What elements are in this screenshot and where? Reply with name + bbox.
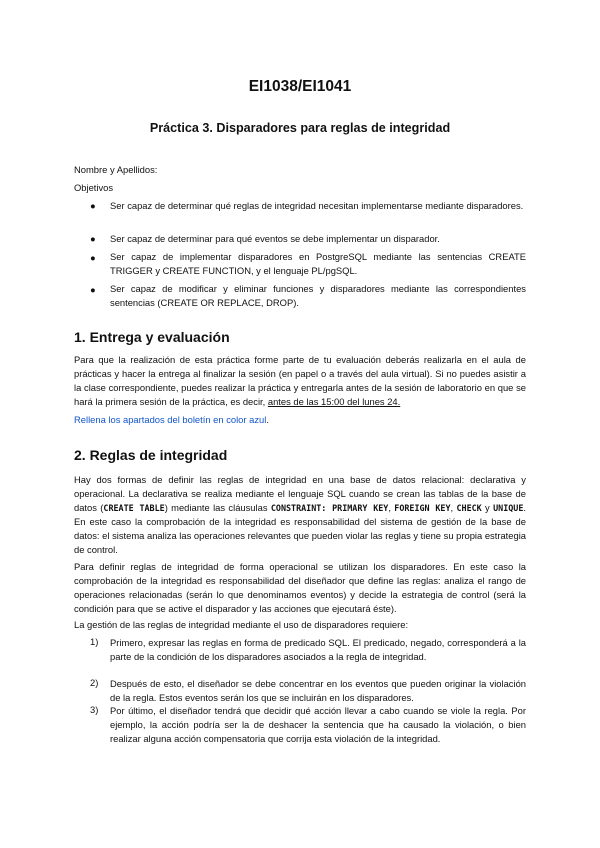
keyword-constraint: CONSTRAINT: PRIMARY KEY	[270, 503, 389, 513]
bullet-icon: ●	[90, 200, 96, 211]
keyword-create-table: CREATE TABLE	[103, 503, 165, 513]
bullet-icon: ●	[90, 233, 96, 244]
separator: ,	[388, 502, 395, 513]
separator: y	[481, 502, 494, 513]
paragraph-text: ) mediante las cláusulas	[164, 502, 271, 513]
step-item: Primero, expresar las reglas en forma de predicado SQL. El predicado, negado, corresponderá a la parte de la condición de los disparadores asociados a la regla de integridad.	[110, 637, 526, 662]
name-label: Nombre y Apellidos:	[74, 164, 158, 175]
separator: ,	[450, 502, 457, 513]
step-item: Después de esto, el diseñador se debe concentrar en los eventos que pueden originar la violación de la regla. Estos eventos serán los que se incluirán en los disparadores.	[110, 678, 526, 703]
bullet-icon: ●	[90, 284, 96, 295]
paragraph-entrega	[74, 353, 526, 409]
paragraph-text: Para que la realización de esta práctica forme parte de tu evaluación deberás realizarla en el aula de prácticas y hacer la entrega al finalizar la sesión (en papel o a través del aula virtual). Si no puedes asistir a la clase correspondiente, puedes realizar la práctica y entregarla antes de la sesión de laboratorio en que se hará la primera sesión de la práctica, es decir,	[74, 354, 526, 407]
paragraph-reglas-1	[74, 473, 526, 557]
paragraph-reglas-3: La gestión de las reglas de integridad mediante el uso de disparadores requiere:	[74, 619, 409, 630]
objective-item: Ser capaz de determinar qué reglas de integridad necesitan implementarse mediante disparadores.	[110, 200, 524, 211]
objective-item: Ser capaz de modificar y eliminar funciones y disparadores mediante las correspondientes sentencias (CREATE OR REPLACE, DROP).	[110, 283, 526, 308]
step-number: 2)	[90, 677, 99, 688]
paragraph-reglas-2: Para definir reglas de integridad de forma operacional se utilizan los disparadores. En este caso la comprobación de la integridad es responsabilidad del diseñador que define las reglas: analiza el rango de operaciones relacionadas (serán lo que denominamos eventos) y decide la estrategia de control (será la condición para que se active el disparador y las acciones que ejecutará éste).	[74, 561, 526, 614]
paragraph-text: Hay dos formas de definir las reglas de integridad en una base de datos relacional: declarativa y operacional. La declarativa se realiza mediante el lenguaje SQL cuando se crean las tablas de la base de datos (	[74, 474, 526, 513]
objective-item: Ser capaz de implementar disparadores en PostgreSQL mediante las sentencias CREATE TRIGGER y CREATE FUNCTION, y el lenguaje PL/pgSQL.	[110, 251, 526, 276]
objectives-label: Objetivos	[74, 182, 114, 193]
step-number: 1)	[90, 636, 99, 647]
step-item: Por último, el diseñador tendrá que decidir qué acción llevar a cabo cuando se viole la regla. Por ejemplo, la acción podría ser la de deshacer la sentencia que ha causado la violación, o bien realizar alguna acción compensatoria que corrija esta violación de la integridad.	[110, 705, 526, 744]
blue-note: Rellena los apartados del boletín en color azul	[74, 414, 267, 425]
keyword-check: CHECK	[456, 503, 482, 513]
course-code: EI1038/EI1041	[248, 78, 352, 95]
keyword-unique: UNIQUE	[493, 503, 524, 513]
page-title: Práctica 3. Disparadores para reglas de integridad	[149, 121, 451, 135]
keyword-foreign-key: FOREIGN KEY	[394, 503, 451, 513]
section-heading-reglas: 2. Reglas de integridad	[74, 447, 228, 463]
note-end: .	[266, 414, 269, 425]
note-paragraph	[74, 413, 526, 427]
bullet-icon: ●	[90, 252, 96, 263]
section-heading-entrega: 1. Entrega y evaluación	[74, 329, 230, 345]
step-number: 3)	[90, 704, 99, 715]
paragraph-text: . En este caso la comprobación de la integridad es responsabilidad del sistema de gestión de la base de datos: el sistema analiza las operaciones relevantes que pueden violar las reglas y tiene su propia estrategia de control.	[74, 502, 526, 555]
deadline-text: antes de las 15:00 del lunes 24.	[267, 396, 401, 407]
objective-item: Ser capaz de determinar para qué eventos se debe implementar un disparador.	[110, 233, 440, 244]
